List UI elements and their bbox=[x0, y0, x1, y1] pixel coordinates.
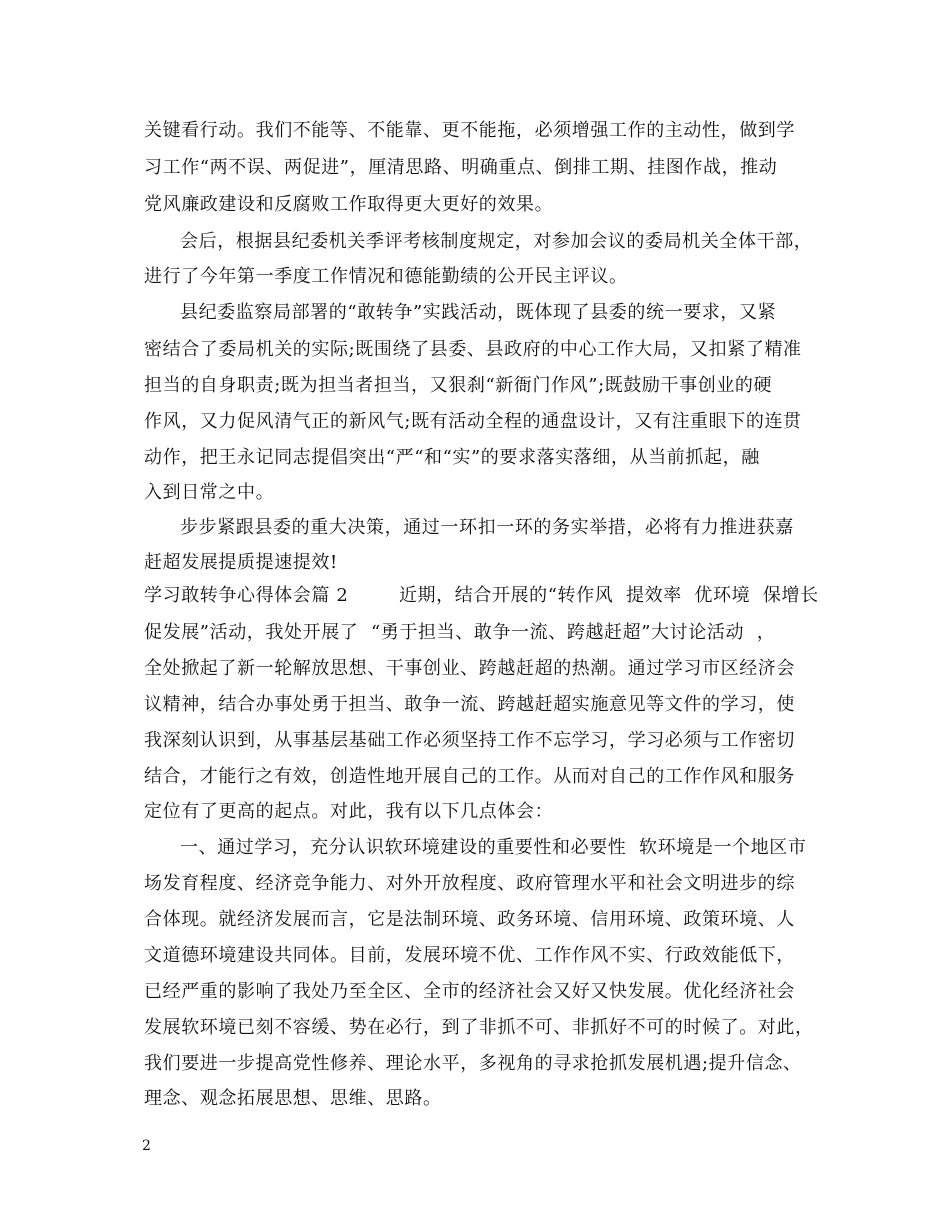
body-line: 结合，才能行之有效，创造性地开展自己的工作。从而对自己的工作作风和服务 bbox=[144, 766, 795, 787]
paragraph-first-line: 县纪委监察局部署的“敢转争”实践活动，既体现了县委的统一要求，又紧 bbox=[180, 302, 777, 323]
body-line: 促发展”活动，我处开展了 “勇于担当、敢争一流、跨越赶超”大讨论活动 ， bbox=[144, 622, 776, 643]
body-line: 理念、观念拓展思想、思维、思路。 bbox=[144, 1088, 442, 1109]
body-line: 合体现。就经济发展而言，它是法制环境、政务环境、信用环境、政策环境、人 bbox=[144, 909, 795, 930]
body-line: 赶超发展提质提速提效! bbox=[144, 552, 338, 573]
body-line: 我深刻认识到，从事基层基础工作必须坚持工作不忘学习，学习必须与工作密切 bbox=[144, 730, 795, 751]
body-line: 习工作“两不误、两促进”，厘清思路、明确重点、倒排工期、挂图作战，推动 bbox=[144, 157, 778, 178]
body-line: 我们要进一步提高党性修养、理论水平，多视角的寻求抢抓发展机遇;提升信念、 bbox=[144, 1053, 802, 1074]
section-heading-line: 学习敢转争心得体会篇 2 近期，结合开展的“转作风 提效率 优环境 保增长 bbox=[144, 585, 819, 606]
page-number: 2 bbox=[142, 1138, 151, 1154]
body-line: 议精神，结合办事处勇于担当、敢争一流、跨越赶超实施意见等文件的学习，使 bbox=[144, 694, 795, 715]
body-line: 党风廉政建设和反腐败工作取得更大更好的效果。 bbox=[144, 194, 554, 215]
body-line: 入到日常之中。 bbox=[144, 482, 275, 503]
body-line: 发展软环境已刻不容缓、势在必行，到了非抓不可、非抓好不可的时候了。对此， bbox=[144, 1017, 814, 1038]
body-line: 定位有了更高的起点。对此，我有以下几点体会： bbox=[144, 801, 554, 822]
body-line: 进行了今年第一季度工作情况和德能勤绩的公开民主评议。 bbox=[144, 266, 628, 287]
body-line: 作风，又力促风清气正的新风气;既有活动全程的通盘设计，又有注重眼下的连贯 bbox=[144, 411, 802, 432]
body-line: 文道德环境建设共同体。目前，发展环境不优、工作作风不实、行政效能低下， bbox=[144, 945, 795, 966]
paragraph-first-line: 会后，根据县纪委机关季评考核制度规定，对参加会议的委局机关全体干部， bbox=[180, 231, 813, 252]
body-line: 全处掀起了新一轮解放思想、干事创业、跨越赶超的热潮。通过学习市区经济会 bbox=[144, 658, 795, 679]
body-line: 密结合了委局机关的实际;既围绕了县委、县政府的中心工作大局，又扣紧了精准 bbox=[144, 339, 802, 360]
body-line: 已经严重的影响了我处乃至全区、全市的经济社会又好又快发展。优化经济社会 bbox=[144, 981, 795, 1002]
paragraph-first-line: 一、通过学习，充分认识软环境建设的重要性和必要性 软环境是一个地区市 bbox=[180, 837, 807, 858]
paragraph-first-line: 步步紧跟县委的重大决策，通过一环扣一环的务实举措，必将有力推进获嘉 bbox=[180, 517, 794, 538]
body-line: 关键看行动。我们不能等、不能靠、更不能拖，必须增强工作的主动性，做到学 bbox=[144, 120, 795, 141]
body-line: 场发育程度、经济竞争能力、对外开放程度、政府管理水平和社会文明进步的综 bbox=[144, 873, 795, 894]
body-line: 担当的自身职责;既为担当者担当，又狠刹“新衙门作风”;既鼓励干事创业的硬 bbox=[144, 375, 773, 396]
body-line: 动作，把王永记同志提倡突出“严“和“实”的要求落实落细，从当前抓起，融 bbox=[144, 447, 760, 468]
